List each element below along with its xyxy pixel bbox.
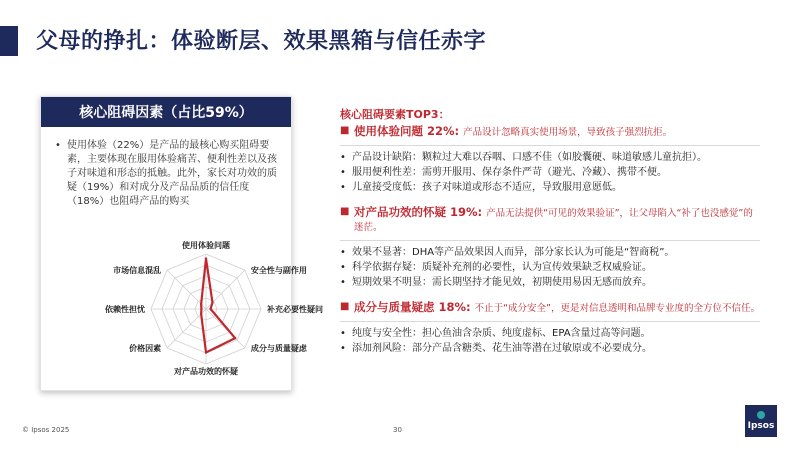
section-desc: 不止于“成分安全”，更是对信息透明和品牌专业度的全方位不信任。 <box>474 303 760 314</box>
radar-axis-label: 补充必要性疑问 <box>267 305 323 314</box>
card-bullet-text: 使用体验（22%）是产品的最核心购买阻碍要素，主要体现在服用体验痛苦、便利性差以及孩子对味道和形态的抵触。此外，家长对功效的质疑（19%）和对成分及产品品质的信任度（18%）也阻碍产品的购买 <box>67 140 277 207</box>
page-title: 父母的挣扎：体验断层、效果黑箱与信任赤字 <box>36 29 487 54</box>
bullet-dot: • <box>340 167 346 178</box>
list-item <box>340 260 760 275</box>
list-item-text: 效果不显著：DHA等产品效果因人而异，部分家长认为可能是“智商税”。 <box>352 247 675 258</box>
section-head <box>340 300 760 316</box>
radar-point <box>209 308 211 310</box>
list-item <box>340 165 760 180</box>
radar-axis-label: 使用体验问题 <box>182 241 230 250</box>
radar-axis-label: 对产品功效的怀疑 <box>174 367 238 376</box>
section-head-text <box>354 300 760 316</box>
list-item-text: 短期效果不明显：需长期坚持才能见效，初期使用易因无感而放弃。 <box>352 277 652 288</box>
bullet-dot: • <box>340 152 346 163</box>
card-body <box>41 127 291 209</box>
barrier-section <box>340 124 760 195</box>
radar-point <box>200 308 202 310</box>
radar-series <box>200 257 236 353</box>
list-item <box>340 245 760 260</box>
title-accent-bar <box>0 26 18 56</box>
list-item <box>340 150 760 165</box>
top3-heading: 核心阻碍要素TOP3： <box>340 108 450 121</box>
bullet-dot: • <box>340 328 346 339</box>
radar-point <box>211 301 213 303</box>
list-item <box>340 180 760 195</box>
radar-chart <box>41 229 323 389</box>
list-item <box>340 275 760 290</box>
radar-point <box>234 337 236 339</box>
bullet-dot: • <box>340 262 346 273</box>
radar-point <box>200 313 202 315</box>
section-title: 对产品功效的怀疑 19%: <box>354 205 483 219</box>
barrier-section <box>340 300 760 356</box>
list-item-text: 服用便利性差：需剪开服用、保存条件严苛（避光、冷藏）、携带不便。 <box>352 167 667 178</box>
bullet-dot: • <box>340 277 346 288</box>
radar-axis-label: 价格因素 <box>129 343 162 353</box>
radar-point <box>200 303 202 305</box>
section-marker-icon: ■ <box>340 301 350 312</box>
section-desc: 产品无法提供“可见的效果验证”，让父母陷入“补了也没感觉”的迷茫。 <box>354 208 753 233</box>
bullet-dot: • <box>55 140 61 151</box>
core-barrier-card <box>40 96 323 391</box>
logo-dot <box>757 411 765 419</box>
top3-panel <box>340 108 760 356</box>
bullet-dot: • <box>340 343 346 354</box>
page-number: 30 <box>393 426 402 434</box>
list-item-text: 纯度与安全性：担心鱼油含杂质、纯度虚标、EPA含量过高等问题。 <box>352 328 651 339</box>
radar-axis-label: 成分与质量疑虑 <box>250 343 307 353</box>
section-marker-icon: ■ <box>340 206 350 217</box>
bullet-dot: • <box>340 182 346 193</box>
section-divider <box>340 240 760 241</box>
card-bullet <box>55 139 279 209</box>
radar-point <box>205 351 207 353</box>
list-item <box>340 341 760 356</box>
radar-axis-label: 依赖性担忧 <box>105 305 145 314</box>
section-head <box>340 124 760 140</box>
top3-sections <box>340 124 760 356</box>
section-head <box>340 205 760 235</box>
logo-text: Ipsos <box>747 421 775 431</box>
list-item <box>340 326 760 341</box>
list-item-text: 产品设计缺陷：颗粒过大难以吞咽、口感不佳（如胶囊硬、味道敏感儿童抗拒）。 <box>352 152 707 163</box>
copyright: © Ipsos 2025 <box>22 426 70 434</box>
radar-labels <box>105 240 323 376</box>
section-head-text <box>354 205 760 235</box>
section-divider <box>340 321 760 322</box>
section-head-text <box>354 124 672 140</box>
list-item-text: 科学依据存疑：质疑补充剂的必要性，认为宣传效果缺乏权威验证。 <box>352 262 652 273</box>
radar-axis-label: 市场信息混乱 <box>113 266 162 276</box>
radar-svg <box>41 229 323 389</box>
section-divider <box>340 145 760 146</box>
section-title: 使用体验问题 22%: <box>354 124 460 138</box>
list-item-text: 添加剂风险：部分产品含糖类、花生油等潜在过敏原或不必要成分。 <box>352 343 652 354</box>
section-marker-icon: ■ <box>340 125 350 136</box>
bullet-dot: • <box>340 247 346 258</box>
section-desc: 产品设计忽略真实使用场景，导致孩子强烈抗拒。 <box>463 127 673 138</box>
card-header: 核心阻碍因素（占比59%） <box>41 97 291 127</box>
barrier-section <box>340 205 760 290</box>
ipsos-logo <box>745 405 777 437</box>
list-item-text: 儿童接受度低：孩子对味道或形态不适应，导致服用意愿低。 <box>352 182 622 193</box>
section-title: 成分与质量疑虑 18%: <box>354 300 471 314</box>
radar-axis-label: 安全性与副作用 <box>250 266 307 276</box>
radar-point <box>205 257 207 259</box>
